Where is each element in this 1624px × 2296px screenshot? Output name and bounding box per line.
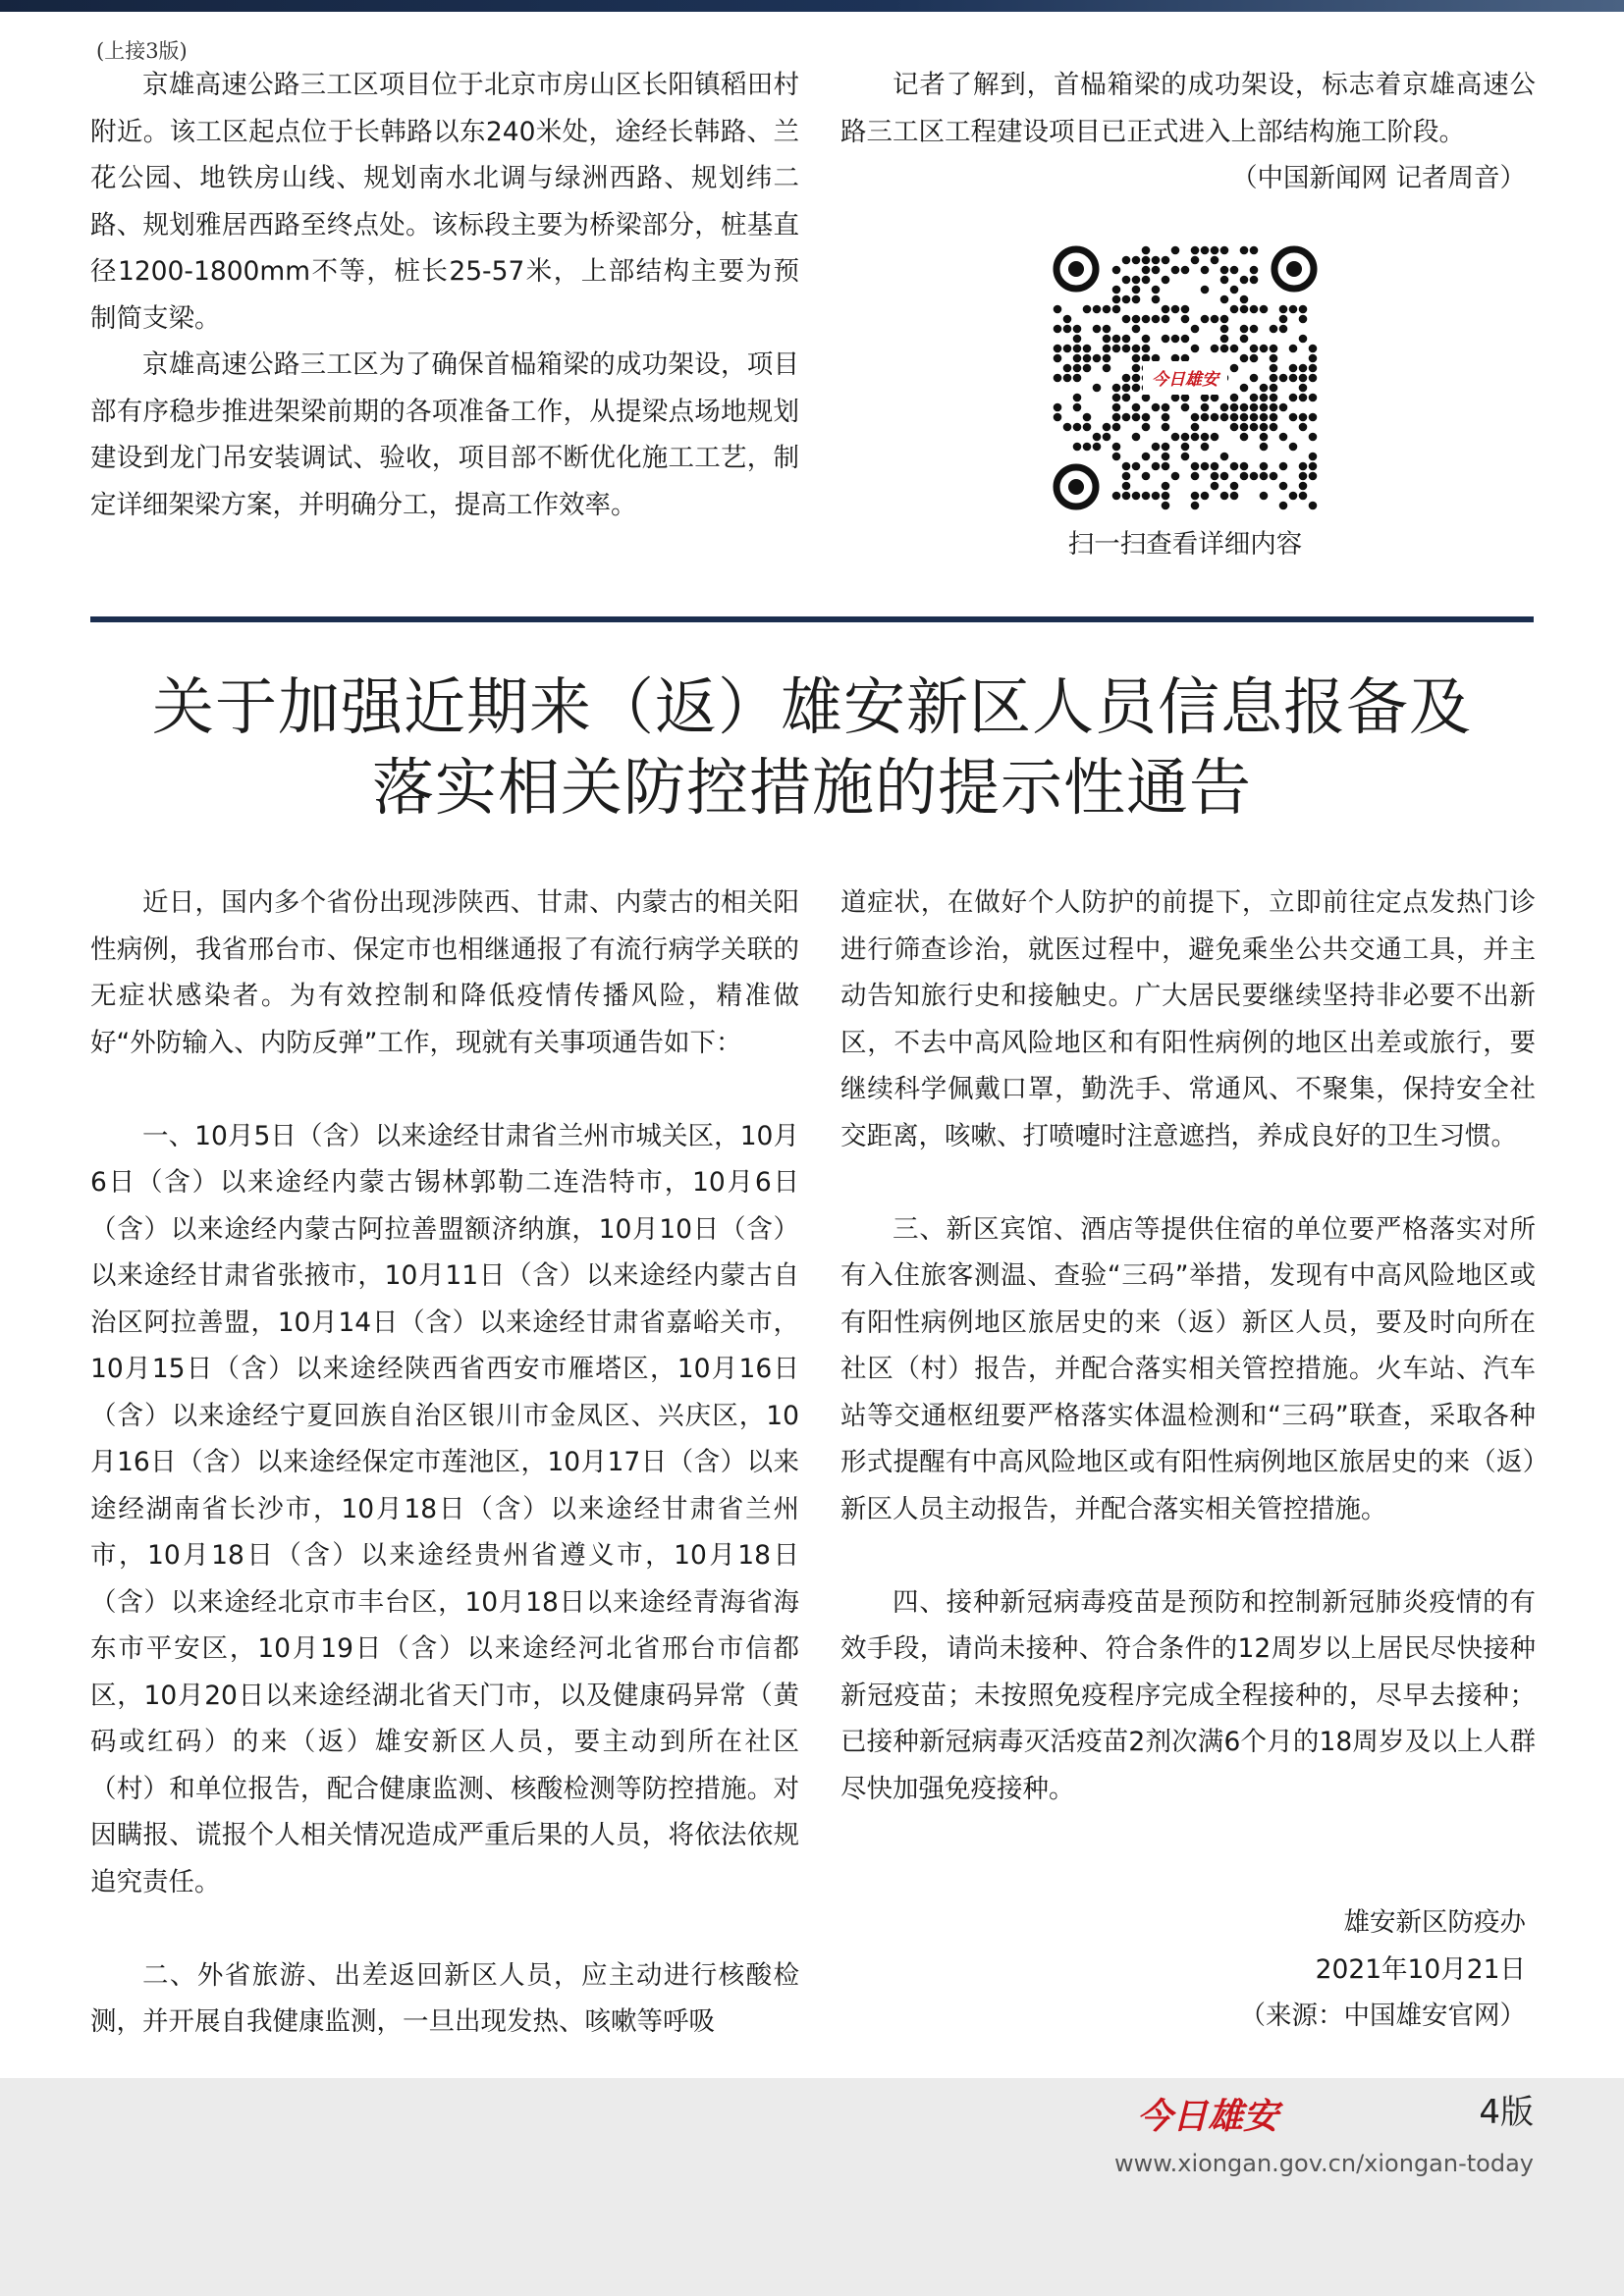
top-accent-bar (0, 0, 1624, 12)
notice-item-4: 四、接种新冠病毒疫苗是预防和控制新冠肺炎疫情的有效手段，请尚未接种、符合条件的12周岁以上居民尽快接种新冠疫苗；未按照免疫程序完成全程接种的，尽早去接种；已接种新冠病毒灭活疫苗2剂次满6个月的18周岁及以上人群尽快加强免疫接种。 (840, 1586, 1536, 1804)
qr-caption: 扫一扫查看详细内容 (1067, 529, 1303, 560)
footer-logo: 今日雄安 (1136, 2096, 1278, 2137)
bridge-article-paragraph-2: 京雄高速公路三工区为了确保首榀箱梁的成功架设，项目部有序稳步推进架梁前期的各项准备工作，从提梁点场地规划建设到龙门吊安装调试、验收，项目部不断优化施工工艺，制定详细架梁方案，并明确分工，提高工作效率。 (90, 349, 799, 520)
notice-date: 2021年10月21日 (1315, 1953, 1526, 1985)
notice-intro-paragraph: 近日，国内多个省份出现涉陕西、甘肃、内蒙古的相关阳性病例，我省邢台市、保定市也相继通报了有流行病学关联的无症状感染者。为有效控制和降低疫情传播风险，精准做好“外防输入、内防反弹”工作，现就有关事项通告如下： (90, 887, 799, 1058)
notice-source: （来源：中国雄安官网） (1239, 2001, 1526, 2031)
qr-center-logo: 今日雄安 (1152, 370, 1218, 390)
notice-headline-line-1: 关于加强近期来（返）雄安新区人员信息报备及 (152, 671, 1472, 743)
qr-code-graphic (1053, 245, 1318, 510)
notice-item-2-start: 二、外省旅游、出差返回新区人员，应主动进行核酸检测，并开展自我健康监测，一旦出现发热、咳嗽等呼吸 (90, 1959, 799, 2037)
continued-note: (上接3版) (96, 39, 188, 63)
notice-headline (59, 667, 1565, 828)
bridge-article-paragraph-3: 记者了解到，首榀箱梁的成功架设，标志着京雄高速公路三工区工程建设项目已正式进入上部结构施工阶段。 (840, 70, 1536, 147)
bridge-article-paragraph-1: 京雄高速公路三工区项目位于北京市房山区长阳镇稻田村附近。该工区起点位于长韩路以东240米处，途经长韩路、兰花公园、地铁房山线、规划南水北调与绿洲西路、规划纬二路、规划雅居西路至终点处。该标段主要为桥梁部分，桩基直径1200-1800mm不等，桩长25-57米，上部结构主要为预制简支梁。 (90, 70, 799, 334)
notice-issuer: 雄安新区防疫办 (1343, 1907, 1526, 1938)
bridge-article-byline: （中国新闻网 记者周音） (1231, 163, 1526, 193)
page-footer (0, 2078, 1624, 2296)
footer-url[interactable]: www.xiongan.gov.cn/xiongan-today (1113, 2150, 1534, 2177)
bridge-article-right-column (840, 62, 1536, 202)
bridge-article-left-column (90, 62, 799, 528)
notice-item-3: 三、新区宾馆、酒店等提供住宿的单位要严格落实对所有入住旅客测温、查验“三码”举措，发现有中高风险地区或有阳性病例地区旅居史的来（返）新区人员，要及时向所在社区（村）报告，并配合落实相关管控措施。火车站、汽车站等交通枢纽要严格落实体温检测和“三码”联查，采取各种形式提醒有中高风险地区或有阳性病例地区旅居史的来（返）新区人员主动报告，并配合落实相关管控措施。 (840, 1213, 1536, 1524)
notice-signature (1240, 1899, 1535, 2040)
notice-item-1: 一、10月5日（含）以来途经甘肃省兰州市城关区，10月6日（含）以来途经内蒙古锡林郭勒二连浩特市，10月6日（含）以来途经内蒙古阿拉善盟额济纳旗，10月10日（含）以来途经甘肃省张掖市，10月11日（含）以来途经内蒙古自治区阿拉善盟，10月14日（含）以来途经甘肃省嘉峪关市，10月15日（含）以来途经陕西省西安市雁塔区，10月16日（含）以来途经宁夏回族自治区银川市金凤区、兴庆区，10月16日（含）以来途经保定市莲池区，10月17日（含）以来途经湖南省长沙市，10月18日（含）以来途经甘肃省兰州市，10月18日（含）以来途经贵州省遵义市，10月18日（含）以来途经北京市丰台区，10月18日以来途经青海省海东市平安区，10月19日（含）以来途经河北省邢台市信都区，10月20日以来途经湖北省天门市，以及健康码异常（黄码或红码）的来（返）雄安新区人员，要主动到所在社区（村）和单位报告，配合健康监测、核酸检测等防控措施。对因瞒报、谎报个人相关情况造成严重后果的人员，将依法依规追究责任。 (90, 1120, 799, 1897)
qr-code[interactable] (1053, 245, 1318, 510)
notice-left-column (90, 880, 799, 2046)
page-edition: 4版 (1479, 2093, 1534, 2132)
section-divider (90, 616, 1534, 622)
notice-item-2-continued: 道症状，在做好个人防护的前提下，立即前往定点发热门诊进行筛查诊治，就医过程中，避免乘坐公共交通工具，并主动告知旅行史和接触史。广大居民要继续坚持非必要不出新区，不去中高风险地区和有阳性病例的地区出差或旅行，要继续科学佩戴口罩，勤洗手、常通风、不聚集，保持安全社交距离，咳嗽、打喷嚏时注意遮挡，养成良好的卫生习惯。 (840, 887, 1536, 1151)
notice-headline-line-2: 落实相关防控措施的提示性通告 (372, 752, 1252, 824)
notice-right-column (840, 880, 1536, 1812)
